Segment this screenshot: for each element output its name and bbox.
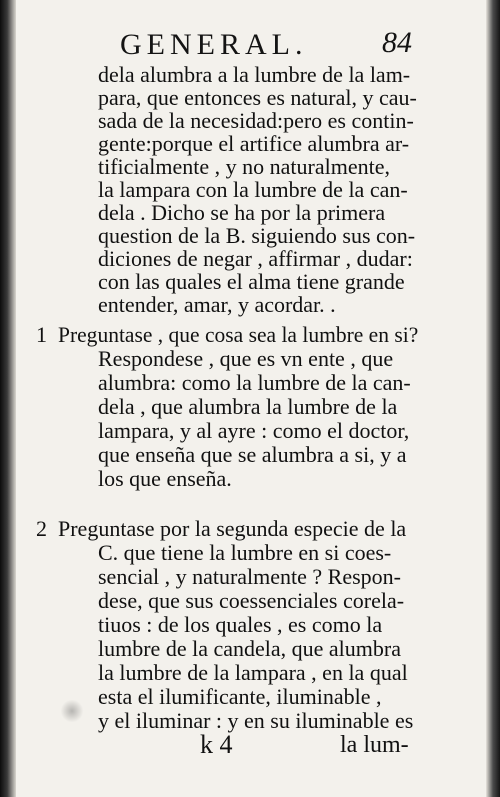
catchword: la lum- (340, 732, 409, 758)
text-line: gente:porque el artifice alumbra ar- (98, 131, 410, 156)
text-line: esta el ilumificante, iluminable , (98, 684, 382, 709)
text-line: alumbra: como la lumbre de la can- (98, 370, 411, 395)
question-line: Preguntase por la segunda especie de la (58, 516, 407, 541)
text-line: C. que tiene la lumbre en si coes- (98, 540, 392, 565)
text-line: la lampara con la lumbre de la can- (98, 177, 408, 202)
text-line: lampara, y al ayre : como el doctor, (98, 418, 410, 443)
page-edge-left (0, 0, 16, 797)
question-line: Preguntase , que cosa sea la lumbre en si? (58, 322, 419, 347)
text-line: dela alumbra a la lumbre de la lam- (98, 62, 411, 87)
text-line: tificialmente , y no naturalmente, (98, 154, 391, 179)
page-header (0, 26, 500, 66)
question-number: 1 (36, 322, 47, 347)
page-edge-right (486, 0, 500, 797)
ink-smudge (60, 700, 84, 722)
text-line: la lumbre de la lampara , en la qual (98, 660, 408, 685)
running-head: GENERAL. (120, 28, 308, 61)
text-line: sencial , y naturalmente ? Respon- (98, 564, 402, 589)
text-line: que enseña que se alumbra a si, y a (98, 442, 407, 467)
text-line: tiuos : de los quales , es como la (98, 612, 383, 637)
text-line: con las quales el alma tiene grande (98, 269, 405, 294)
text-line: dela . Dicho se ha por la primera (98, 200, 386, 225)
text-line: para, que entonces es natural, y cau- (98, 85, 417, 110)
signature-mark: k 4 (200, 730, 233, 759)
text-line: y el iluminar : y en su iluminable es (98, 708, 414, 733)
text-line: question de la B. siguiendo sus con- (98, 223, 416, 248)
text-line: dese, que sus coessenciales corela- (98, 588, 405, 613)
question-number: 2 (36, 516, 47, 541)
text-line: los que enseña. (98, 466, 232, 491)
page-footer (0, 730, 500, 770)
text-line: dela , que alumbra la lumbre de la (98, 394, 398, 419)
text-line: lumbre de la candela, que alumbra (98, 636, 401, 661)
text-line: entender, amar, y acordar. . (98, 292, 336, 317)
text-line: Respondese , que es vn ente , que (98, 346, 394, 371)
text-line: diciones de negar , affirmar , dudar: (98, 246, 413, 271)
page-number: 84 (382, 26, 412, 59)
text-line: sada de la necesidad:pero es contin- (98, 108, 414, 133)
